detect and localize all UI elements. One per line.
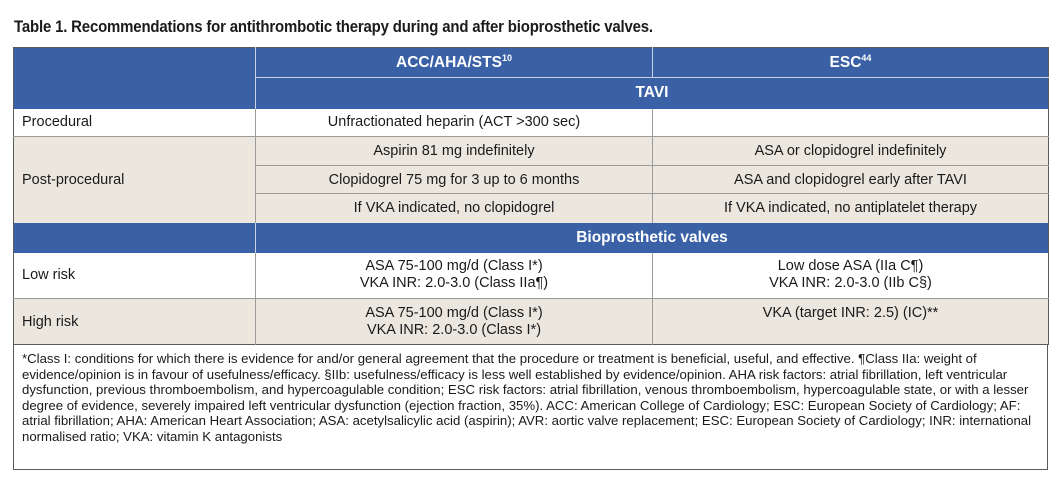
low-risk-esc-line-2: VKA INR: 2.0-3.0 (IIb C§): [769, 275, 932, 292]
row-label-post-procedural: Post-procedural: [14, 137, 256, 223]
header-blank-cell: [14, 48, 256, 109]
table-row-procedural: [14, 109, 1049, 137]
table-row-low-risk: [14, 253, 1049, 299]
cell-post2-esc: ASA and clopidogrel early after TAVI: [653, 166, 1049, 194]
header-acc-aha-sts: [256, 48, 653, 78]
low-risk-acc-line-1: ASA 75-100 mg/d (Class I*): [365, 258, 543, 275]
table-row-post-1: [14, 137, 1049, 166]
header-esc-reference: 44: [861, 53, 872, 63]
high-risk-acc-line-2: VKA INR: 2.0-3.0 (Class I*): [366, 321, 542, 338]
table-footnote: *Class I: conditions for which there is evidence for and/or general agreement that the procedure or treatment is beneficial, useful, and effective. ¶Class IIa: weight of evidence/opinion is in favour of usefulness/efficacy. §IIb: usefulness/efficacy is less well established by evidence/opinion. AHA risk factors: atrial fibrillation, left ventricular dysfunction, previous thromboembolism, and hypercoagulable condition; ESC risk factors: atrial fibrillation, venous thromboembolism, hypercoagulable state, or with a lesser degree of evidence, severely impaired left ventricular dysfunction (ejection fraction, 35%). ACC: American College of Cardiology; ESC: European Society of Cardiology; AF: atrial fibrillation; AHA: American Heart Association; ASA: acetylsalicylic acid (aspirin); AVR: aortic valve replacement; ESC: European Society of Cardiology; INR: international normalised ratio; VKA: vitamin K antagonists: [13, 345, 1048, 470]
row-label-low-risk: Low risk: [14, 253, 256, 299]
cell-high-risk-esc: [653, 299, 1049, 345]
header-acc-reference: 10: [501, 53, 512, 63]
cell-post1-acc: Aspirin 81 mg indefinitely: [256, 137, 653, 166]
cell-high-risk-acc: [256, 299, 653, 345]
low-risk-acc-line-2: VKA INR: 2.0-3.0 (Class IIa¶): [359, 275, 549, 292]
cell-low-risk-acc: [256, 253, 653, 299]
header-acc-label: ACC/AHA/STS: [396, 54, 502, 71]
header-esc: [653, 48, 1049, 78]
high-risk-acc-line-1: ASA 75-100 mg/d (Class I*): [365, 304, 543, 321]
cell-post1-esc: ASA or clopidogrel indefinitely: [653, 137, 1049, 166]
low-risk-esc-line-1: Low dose ASA (IIa C¶): [777, 258, 924, 275]
section-row-bioprosthetic: [14, 223, 1049, 253]
high-risk-esc-line-1: VKA (target INR: 2.5) (IC)**: [762, 305, 939, 321]
row-label-high-risk: High risk: [14, 299, 256, 345]
header-esc-label: ESC: [829, 54, 862, 71]
section-bioprosthetic-valves: Bioprosthetic valves: [256, 223, 1049, 253]
cell-low-risk-esc: [653, 253, 1049, 299]
table-row-high-risk: [14, 299, 1049, 345]
section-blank-cell: [14, 223, 256, 253]
cell-post3-esc: If VKA indicated, no antiplatelet therapy: [653, 194, 1049, 223]
cell-procedural-esc: [653, 109, 1049, 137]
section-tavi: TAVI: [256, 78, 1049, 109]
row-label-procedural: Procedural: [14, 109, 256, 137]
cell-post2-acc: Clopidogrel 75 mg for 3 up to 6 months: [256, 166, 653, 194]
table-header-row: [14, 48, 1049, 78]
recommendations-table: [13, 47, 1049, 345]
cell-procedural-acc: Unfractionated heparin (ACT >300 sec): [256, 109, 653, 137]
table-caption: Table 1. Recommendations for antithrombotic therapy during and after bioprosthetic valves.: [14, 17, 653, 36]
cell-post3-acc: If VKA indicated, no clopidogrel: [256, 194, 653, 223]
